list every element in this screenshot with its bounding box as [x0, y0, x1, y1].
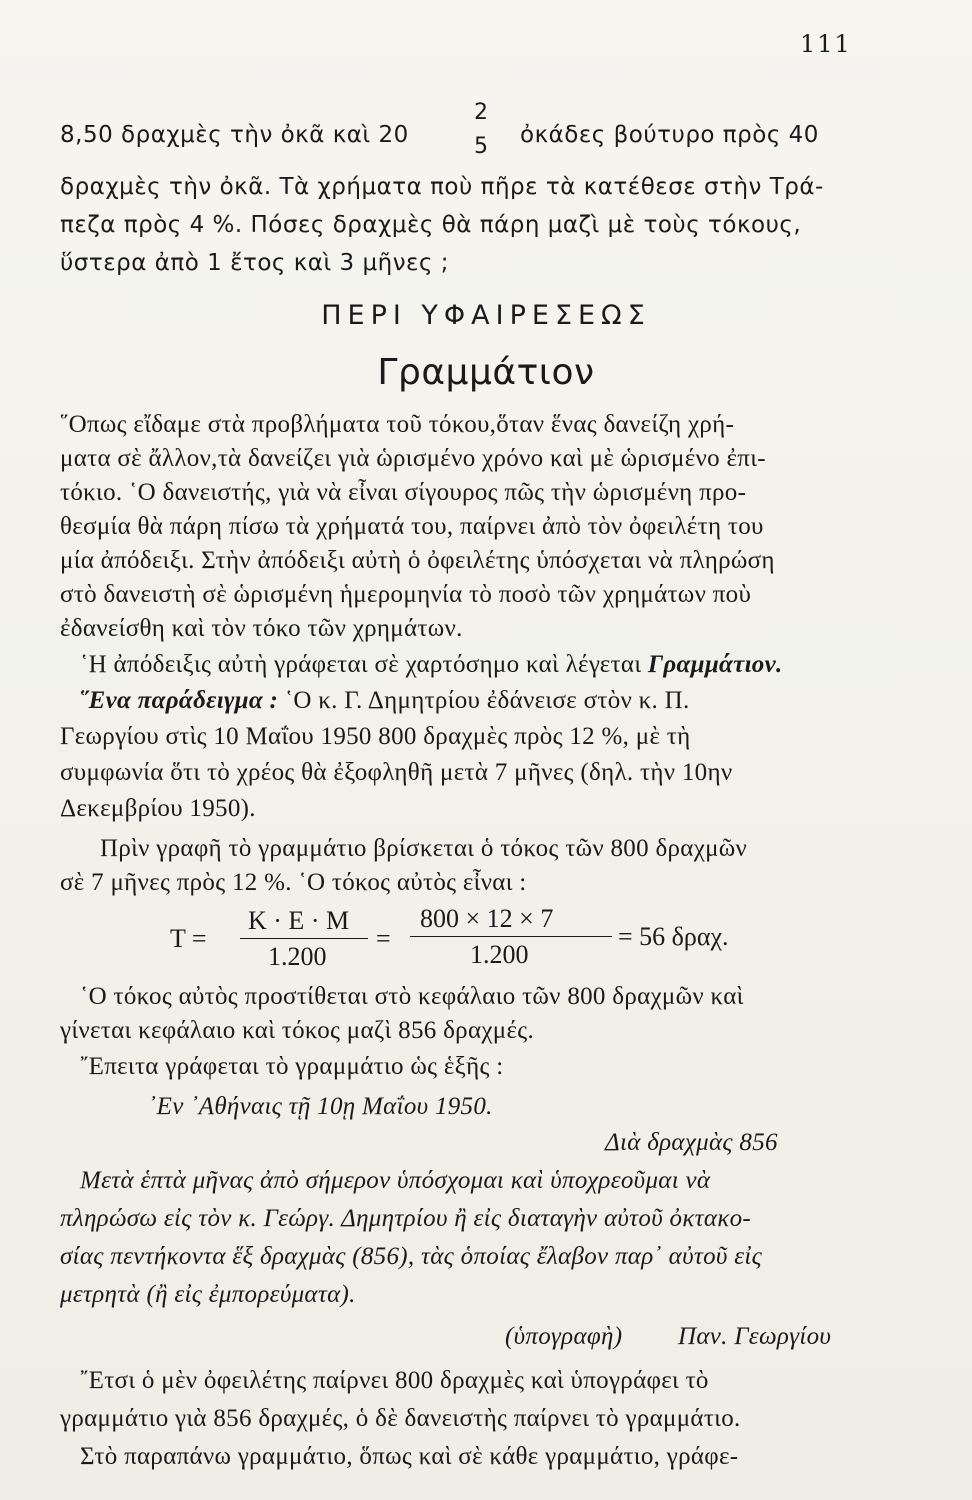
closing-line-3: Στὸ παραπάνω γραμμάτιο, ὅπως καὶ σὲ κάθε γραμμάτιο, γράφε-	[80, 1443, 739, 1470]
capital-line-2: γίνεται κεφάλαιο καὶ τόκος μαζὶ 856 δραχμές.	[60, 1017, 534, 1044]
formula-denominator-2: 1.200	[470, 940, 529, 969]
formula-bar-2	[410, 936, 612, 937]
example-label: ῞Ενα παράδειγμα :	[80, 687, 279, 714]
subsection-title: Γραμμάτιον	[377, 352, 595, 393]
page-number: 111	[800, 30, 852, 58]
note-signature-name: Παν. Γεωργίου	[678, 1323, 832, 1350]
note-amount: Διὰ δραχμὰς 856	[605, 1129, 778, 1156]
note-body-2: πληρώσω εἰς τὸν κ. Γεώργ. Δημητρίου ἢ εἰς διαταγὴν αὐτοῦ ὀκτακο-	[60, 1205, 752, 1232]
formula-numerator-2: 800 × 12 × 7	[420, 904, 554, 933]
formula-numerator-1: K · E · M	[248, 906, 350, 935]
interest-line-2: σὲ 7 μῆνες πρὸς 12 %. ῾Ο τόκος αὐτὸς εἶναι :	[60, 869, 527, 896]
section-title: ΠΕΡΙ ΥΦΑΙΡΕΣΕΩΣ	[321, 300, 651, 331]
para1-line-2: ματα σὲ ἄλλον,τὰ δανείζει γιὰ ὡρισμένο χρόνο καὶ μὲ ὡρισμένο ἐπι-	[60, 445, 766, 472]
formula-denominator-1: 1.200	[268, 942, 327, 971]
intro-line-4: ὕστερα ἀπὸ 1 ἔτος καὶ 3 μῆνες ;	[60, 250, 450, 276]
para2-line	[80, 650, 925, 680]
example-line-3: συμφωνία ὅτι τὸ χρέος θὰ ἐξοφληθῆ μετὰ 7 μῆνες (δηλ. τὴν 10ην	[60, 759, 733, 786]
intro-line-3: πεζα πρὸς 4 %. Πόσες δραχμὲς θὰ πάρη μαζὶ μὲ τοὺς τόκους,	[60, 212, 802, 238]
para1-line-5: μία ἀπόδειξι. Στὴν ἀπόδειξι αὐτὴ ὁ ὀφειλέτης ὑπόσχεται νὰ πληρώση	[60, 547, 775, 574]
note-place-date: ᾿Εν ᾿Αθήναις τῇ 10ῃ Μαΐου 1950.	[148, 1093, 493, 1120]
capital-line-1: ῾Ο τόκος αὐτὸς προστίθεται στὸ κεφάλαιο τῶν 800 δραχμῶν καὶ	[80, 983, 744, 1010]
note-signature-label: (ὑπογραφὴ)	[505, 1323, 623, 1350]
fraction-denominator: 5	[474, 134, 488, 159]
fraction-numerator: 2	[474, 100, 488, 125]
formula-bar-1	[240, 938, 368, 939]
formula-equals: =	[376, 924, 391, 953]
para1-line-7: ἐδανείσθη καὶ τὸν τόκο τῶν χρημάτων.	[60, 615, 463, 642]
para1-line-1: ῞Οπως εἴδαμε στὰ προβλήματα τοῦ τόκου,ὅταν ἕνας δανείζη χρή-	[60, 411, 735, 438]
note-body-4: μετρητὰ (ἢ εἰς ἐμπορεύματα).	[60, 1281, 356, 1308]
intro-line-1a: 8,50 δραχμὲς τὴν ὀκᾶ καὶ 20	[60, 122, 409, 148]
intro-line-1b: ὀκάδες βούτυρο πρὸς 40	[520, 122, 819, 148]
example-line-4: Δεκεμβρίου 1950).	[60, 795, 256, 822]
note-body-3: σίας πεντήκοντα ἕξ δραχμὰς (856), τὰς ὁποίας ἔλαβον παρ᾿ αὐτοῦ εἰς	[60, 1243, 763, 1270]
closing-line-2: γραμμάτιο γιὰ 856 δραχμές, ὁ δὲ δανειστὴς παίρνει τὸ γραμμάτιο.	[60, 1405, 741, 1432]
note-body-1: Μετὰ ἑπτὰ μῆνας ἀπὸ σήμερον ὑπόσχομαι καὶ ὑποχρεοῦμαι νὰ	[80, 1167, 711, 1194]
formula-result: = 56 δραχ.	[618, 922, 729, 951]
para1-line-6: στὸ δανειστὴ σὲ ὡρισμένη ἡμερομηνία τὸ ποσὸ τῶν χρημάτων ποὺ	[60, 581, 752, 608]
para2-text: ῾Η ἀπόδειξις αὐτὴ γράφεται σὲ χαρτόσημο καὶ λέγεται	[80, 651, 642, 678]
para1-line-3: τόκιο. ῾Ο δανειστής, γιὰ νὰ εἶναι σίγουρος πῶς τὴν ὡρισμένη προ-	[60, 479, 747, 506]
formula-lhs: T =	[170, 924, 207, 953]
closing-line-1: ῎Ετσι ὁ μὲν ὀφειλέτης παίρνει 800 δραχμὲς καὶ ὑπογράφει τὸ	[80, 1367, 709, 1394]
interest-line-1: Πρὶν γραφῆ τὸ γραμμάτιο βρίσκεται ὁ τόκος τῶν 800 δραχμῶν	[100, 835, 748, 862]
para2-term: Γραμμάτιον.	[647, 651, 783, 678]
para1-line-4: θεσμία θὰ πάρη πίσω τὰ χρήματά του, παίρνει ἀπὸ τὸν ὀφειλέτη του	[60, 513, 764, 540]
example-text-1: ῾Ο κ. Γ. Δημητρίου ἐδάνεισε στὸν κ. Π.	[284, 687, 690, 714]
example-line-1	[80, 686, 925, 716]
example-line-2: Γεωργίου στὶς 10 Μαΐου 1950 800 δραχμὲς πρὸς 12 %, μὲ τὴ	[60, 723, 691, 750]
then-line: ῎Επειτα γράφεται τὸ γραμμάτιο ὡς ἑξῆς :	[80, 1053, 504, 1080]
intro-line-2: δραχμὲς τὴν ὀκᾶ. Τὰ χρήματα ποὺ πῆρε τὰ κατέθεσε στὴν Τρά-	[60, 174, 824, 200]
